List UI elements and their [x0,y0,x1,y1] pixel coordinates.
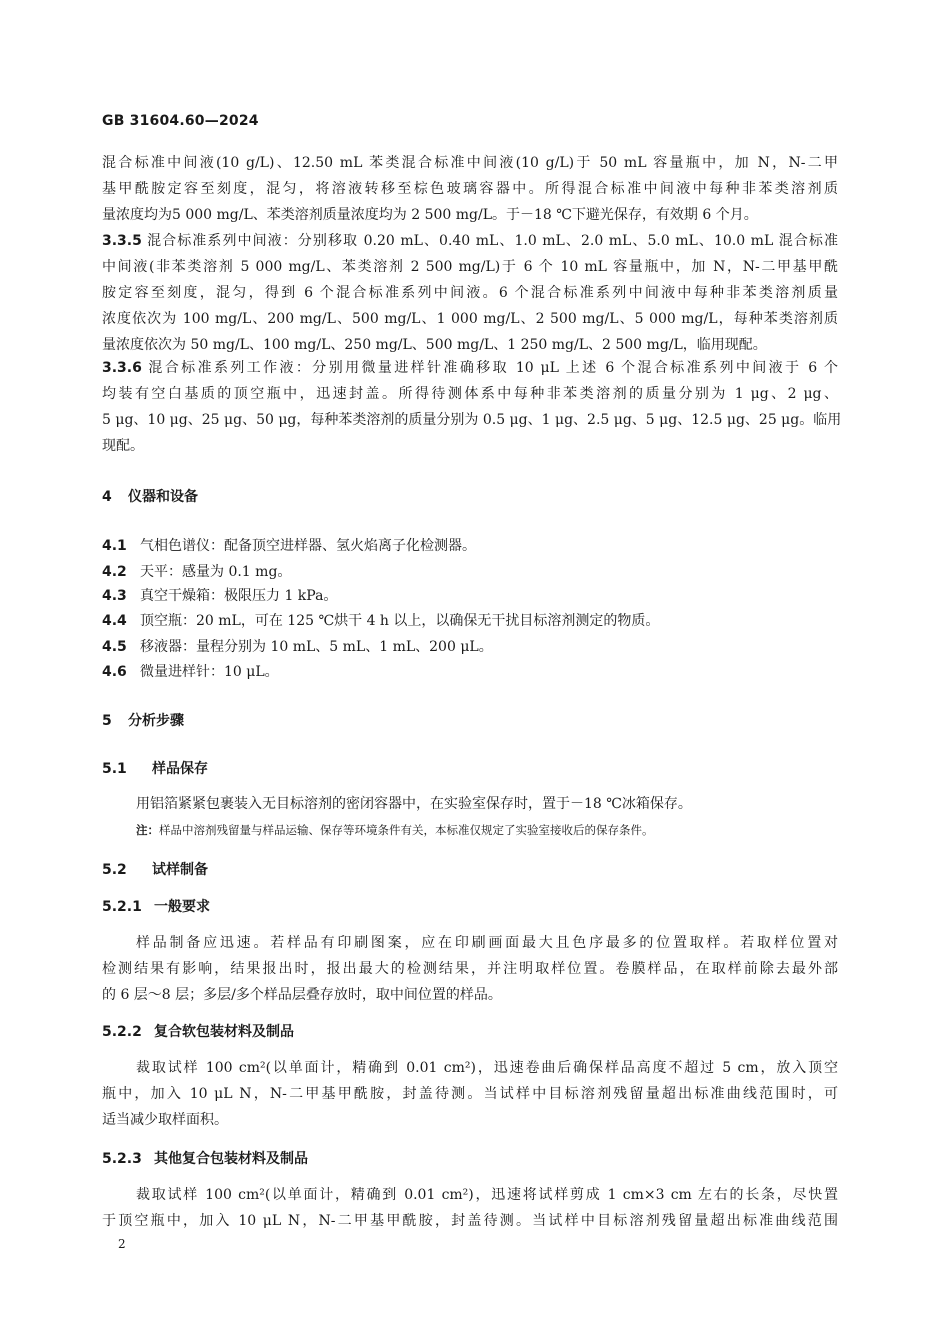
text-line: 浓度依次为 100 mg/L、200 mg/L、500 mg/L、1 000 mg/L、2 500 mg/L、5 000 mg/L，每种苯类溶剂质 [102,311,838,327]
text-line: 裁取试样 100 cm²(以单面计，精确到 0.01 cm²)，迅速将试样剪成 1 cm×3 cm 左右的长条，尽快置 [136,1187,838,1203]
section-number: 5 [102,713,112,729]
clause-number: 3.3.5 [102,233,142,249]
text-line: 胺定容至刻度，混匀，得到 6 个混合标准系列中间液。6 个混合标准系列中间液中每种非苯类溶剂质量 [102,285,838,301]
item-4-2: 4.2 天平：感量为 0.1 mg。 [102,564,292,580]
storage-paragraph: 用铝箔紧紧包裹装入无目标溶剂的密闭容器中，在实验室保存时，置于－18 ℃冰箱保存。 [136,796,692,812]
text-line: 量浓度均为5 000 mg/L、苯类溶剂质量浓度均为 2 500 mg/L。于－18 ℃下避光保存，有效期 6 个月。 [102,207,758,223]
item-4-1: 4.1 气相色谱仪：配备顶空进样器、氢火焰离子化检测器。 [102,538,476,554]
note-label: 注： [136,823,159,837]
section-title: 仪器和设备 [128,489,198,505]
text-line: 适当减少取样面积。 [102,1112,228,1128]
page-number: 2 [118,1237,126,1251]
subsection-5-2-1-heading: 5.2.1 一般要求 [102,899,210,915]
subsection-5-2-3-heading: 5.2.3 其他复合包装材料及制品 [102,1151,308,1167]
clause-number: 3.3.6 [102,360,142,376]
text-line: 量浓度依次为 50 mg/L、100 mg/L、250 mg/L、500 mg/L、1 250 mg/L、2 500 mg/L，临用现配。 [102,337,767,353]
text-line: 瓶中，加入 10 μL N，N-二甲基甲酰胺，封盖待测。当试样中目标溶剂残留量超出标准曲线范围时，可 [102,1086,838,1102]
text-line: 检测结果有影响，结果报出时，报出最大的检测结果，并注明取样位置。卷膜样品，在取样前除去最外部 [102,961,838,977]
item-4-5: 4.5 移液器：量程分别为 10 mL、5 mL、1 mL、200 μL。 [102,639,493,655]
text-line: 混合标准系列工作液：分别用微量进样针准确移取 10 μL 上述 6 个混合标准系列中间液于 6 个 [146,360,838,376]
section-4-heading [102,486,198,506]
text-line: 混合标准中间液(10 g/L)、12.50 mL 苯类混合标准中间液(10 g/L)于 50 mL 容量瓶中，加 N，N-二甲 [102,155,838,171]
item-4-6: 4.6 微量进样针：10 μL。 [102,664,279,680]
flexible-packaging-paragraph [102,1055,838,1133]
subsection-5-2-heading: 5.2 试样制备 [102,862,208,878]
text-line: 5 μg、10 μg、25 μg、50 μg，每种苯类溶剂的质量分别为 0.5 μg、1 μg、2.5 μg、5 μg、12.5 μg、25 μg。临用 [102,412,842,428]
continuation-paragraph [102,150,838,228]
clause-3-3-6 [102,355,842,459]
text-line: 裁取试样 100 cm²(以单面计，精确到 0.01 cm²)，迅速卷曲后确保样品高度不超过 5 cm，放入顶空 [136,1060,838,1076]
item-4-4: 4.4 顶空瓶：20 mL，可在 125 ℃烘干 4 h 以上，以确保无干扰目标溶剂测定的物质。 [102,613,660,629]
other-packaging-paragraph [102,1182,838,1234]
general-requirements-paragraph [102,930,838,1008]
clause-3-3-5 [102,228,838,358]
subsection-5-1-heading: 5.1 样品保存 [102,761,208,777]
subsection-5-2-2-heading: 5.2.2 复合软包装材料及制品 [102,1024,294,1040]
note-text: 样品中溶剂残留量与样品运输、保存等环境条件有关，本标准仅规定了实验室接收后的保存条件。 [159,823,654,837]
text-line: 中间液(非苯类溶剂 5 000 mg/L、苯类溶剂 2 500 mg/L)于 6 个 10 mL 容量瓶中，加 N，N-二甲基甲酰 [102,259,838,275]
standard-code-header: GB 31604.60—2024 [102,113,259,129]
text-line: 的 6 层～8 层；多层/多个样品层叠存放时，取中间位置的样品。 [102,987,502,1003]
text-line: 现配。 [102,438,144,454]
item-4-3: 4.3 真空干燥箱：极限压力 1 kPa。 [102,588,338,604]
text-line: 混合标准系列中间液：分别移取 0.20 mL、0.40 mL、1.0 mL、2.0 mL、5.0 mL、10.0 mL 混合标准 [146,233,838,249]
text-line: 均装有空白基质的顶空瓶中，迅速封盖。所得待测体系中每种非苯类溶剂的质量分别为 1 μg、2 μg、 [102,386,838,402]
section-title: 分析步骤 [128,713,184,729]
section-5-heading [102,710,184,730]
text-line: 样品制备应迅速。若样品有印刷图案，应在印刷画面最大且色序最多的位置取样。若取样位置对 [136,935,838,951]
text-line: 于顶空瓶中，加入 10 μL N，N-二甲基甲酰胺，封盖待测。当试样中目标溶剂残留量超出标准曲线范围 [102,1213,838,1229]
note [136,822,654,838]
section-number: 4 [102,489,112,505]
text-line: 基甲酰胺定容至刻度，混匀，将溶液转移至棕色玻璃容器中。所得混合标准中间液中每种非苯类溶剂质 [102,181,838,197]
